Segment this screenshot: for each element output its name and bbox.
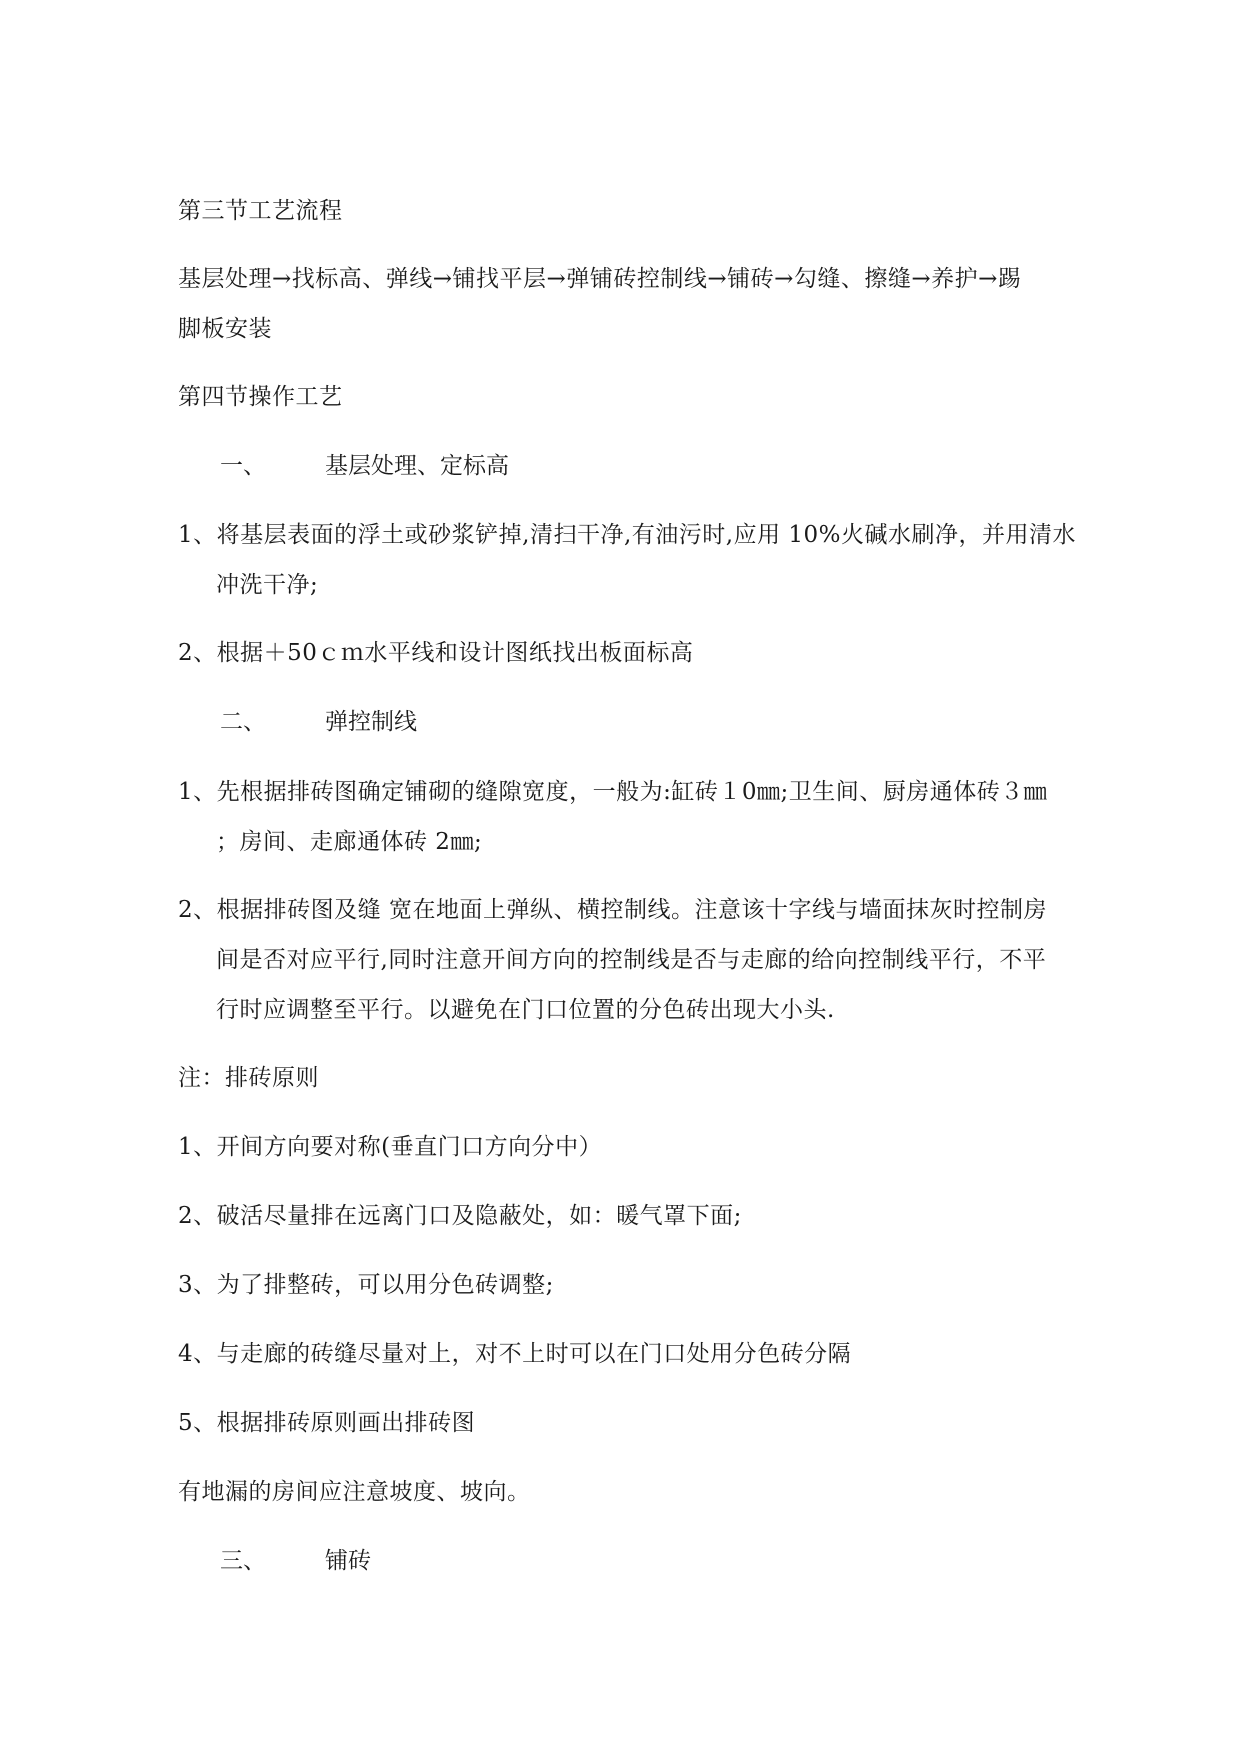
part2-number: 二、 bbox=[220, 709, 266, 735]
note-item-1: 1、开间方向要对称(垂直门口方向分中） bbox=[178, 1134, 603, 1160]
part2-item1-line2: ；房间、走廊通体砖 2㎜; bbox=[216, 829, 483, 855]
note-item-4: 4、与走廊的砖缝尽量对上，对不上时可以在门口处用分色砖分隔 bbox=[178, 1341, 852, 1367]
part1-item1-line1: 1、将基层表面的浮土或砂浆铲掉,清扫干净,有油污时,应用 10%火碱水刷净，并用清水 bbox=[178, 522, 1076, 548]
part1-item1-line2: 冲洗干净; bbox=[216, 572, 319, 598]
part3-title: 铺砖 bbox=[325, 1548, 371, 1574]
part2-item2-line3: 行时应调整至平行。以避免在门口位置的分色砖出现大小头. bbox=[216, 997, 835, 1023]
note-item-5: 5、根据排砖原则画出排砖图 bbox=[178, 1410, 476, 1436]
note-title: 注：排砖原则 bbox=[178, 1065, 319, 1091]
part2-title: 弹控制线 bbox=[325, 709, 417, 735]
process-flow-line2: 脚板安装 bbox=[178, 316, 272, 342]
part1-item2: 2、根据＋50ｃｍ水平线和设计图纸找出板面标高 bbox=[178, 640, 694, 666]
note-item-3: 3、为了排整砖，可以用分色砖调整; bbox=[178, 1272, 554, 1298]
section3-title: 第三节工艺流程 bbox=[178, 198, 343, 224]
part3-number: 三、 bbox=[220, 1548, 266, 1574]
process-flow-line1: 基层处理→找标高、弹线→铺找平层→弹铺砖控制线→铺砖→勾缝、擦缝→养护→踢 bbox=[178, 266, 1022, 292]
floor-drain-note: 有地漏的房间应注意坡度、坡向。 bbox=[178, 1479, 531, 1505]
section4-title: 第四节操作工艺 bbox=[178, 384, 343, 410]
part2-item2-line2: 间是否对应平行,同时注意开间方向的控制线是否与走廊的给向控制线平行，不平 bbox=[216, 947, 1047, 973]
note-item-2: 2、破活尽量排在远离门口及隐蔽处，如：暖气罩下面; bbox=[178, 1203, 742, 1229]
part2-item2-line1: 2、根据排砖图及缝 宽在地面上弹纵、横控制线。注意该十字线与墙面抹灰时控制房 bbox=[178, 897, 1047, 923]
part1-title: 基层处理、定标高 bbox=[325, 453, 509, 479]
part2-item1-line1: 1、先根据排砖图确定铺砌的缝隙宽度，一般为:缸砖１0㎜;卫生间、厨房通体砖３㎜ bbox=[178, 779, 1048, 805]
part1-number: 一、 bbox=[220, 453, 266, 479]
